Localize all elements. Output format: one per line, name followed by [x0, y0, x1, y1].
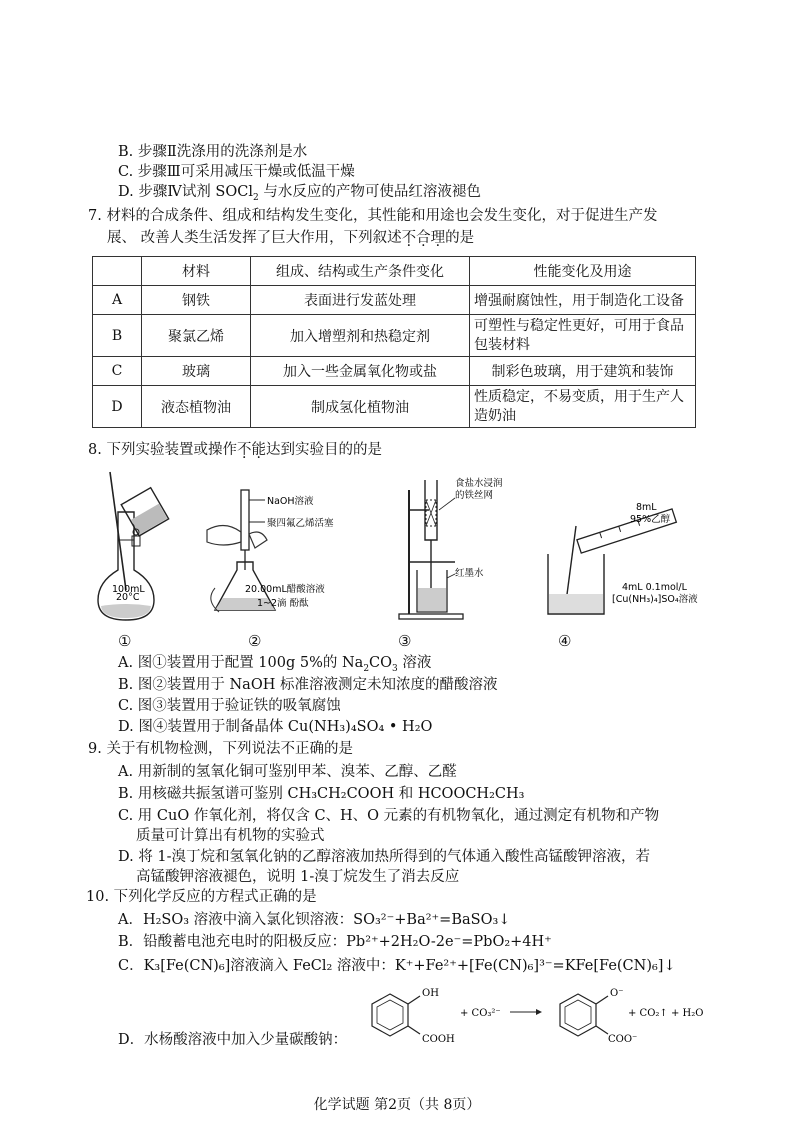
q9-option-d-line1: D. 将 1-溴丁烷和氢氧化钠的乙醇溶液加热所得到的气体通入酸性高锰酸钾溶液，若	[118, 849, 651, 865]
table-header-cell: 材料	[142, 257, 251, 286]
svg-text:100mL: 100mL	[112, 584, 145, 595]
q10-option-c: C．K₃[Fe(CN)₆]溶液滴入 FeCl₂ 溶液中：K⁺+Fe²⁺+[Fe(CN)₆]³⁻=KFe[Fe(CN)₆]↓	[118, 958, 676, 974]
figure-2-titration	[205, 470, 380, 625]
emphasis-char: 理	[430, 230, 446, 246]
svg-text:的铁丝网: 的铁丝网	[455, 490, 494, 501]
row-change: 制成氢化植物油	[251, 386, 470, 428]
q8-option-a: A. 图①装置用于配置 100g 5%的 $Na_2CO_3$ 溶液	[118, 655, 432, 674]
row-label: B	[93, 315, 142, 357]
q9-option-b: B. 用核磁共振氢谱可鉴别 CH₃CH₂COOH 和 HCOOCH₂CH₃	[118, 786, 525, 802]
table-row	[93, 386, 696, 428]
row-change: 加入一些金属氧化物或盐	[251, 357, 470, 386]
q8-stem: 8. 下列实验装置或操作不能达到实验目的的是	[88, 442, 382, 458]
row-use: 制彩色玻璃，用于建筑和装饰	[470, 357, 696, 386]
figure-number-1: ①	[118, 632, 132, 650]
row-label: A	[93, 286, 142, 315]
table-row	[93, 357, 696, 386]
svg-text:+ CO₂↑ + H₂O: + CO₂↑ + H₂O	[628, 1008, 704, 1019]
emphasis-text	[237, 442, 266, 458]
table-row	[93, 286, 696, 315]
q10-option-a: A．H₂SO₃ 溶液中滴入氯化钡溶液：SO₃²⁻+Ba²⁺=BaSO₃↓	[118, 912, 511, 928]
svg-text:COO⁻: COO⁻	[608, 1034, 638, 1045]
table-header-cell	[93, 257, 142, 286]
q7-stem-line1: 7. 材料的合成条件、组成和结构发生变化，其性能和用途也会发生变化，对于促进生产发	[88, 208, 658, 224]
row-label: D	[93, 386, 142, 428]
figure-1-volumetric-flask	[92, 470, 182, 625]
svg-text:+ CO₃²⁻: + CO₃²⁻	[460, 1008, 501, 1019]
q9-option-c-line2: 质量可计算出有机物的实验式	[136, 828, 325, 844]
row-label: C	[93, 357, 142, 386]
svg-text:20.00mL醋酸溶液: 20.00mL醋酸溶液	[245, 584, 325, 595]
table-header-row	[93, 257, 696, 286]
q6-option-b: B. 步骤Ⅱ洗涤用的洗涤剂是水	[118, 144, 308, 160]
svg-text:聚四氟乙烯活塞: 聚四氟乙烯活塞	[267, 518, 334, 529]
q10-option-b: B．铅酸蓄电池充电时的阳极反应：Pb²⁺+2H₂O-2e⁻=PbO₂+4H⁺	[118, 934, 552, 950]
q7-stem-line2: 展、 改善人类生活发挥了巨大作用，下列叙述不合理的是	[107, 230, 475, 246]
materials-table	[92, 256, 696, 428]
q6-option-c: C. 步骤Ⅲ可采用减压干燥或低温干燥	[118, 164, 355, 180]
q8-option-b: B. 图②装置用于 NaOH 标准溶液测定未知浓度的醋酸溶液	[118, 677, 498, 693]
svg-text:O⁻: O⁻	[610, 988, 624, 999]
table-header-cell: 性能变化及用途	[470, 257, 696, 286]
svg-text:COOH: COOH	[422, 1034, 455, 1045]
q9-option-d-line2: 高锰酸钾溶液褪色，说明 1-溴丁烷发生了消去反应	[136, 869, 460, 885]
figure-number-2: ②	[248, 632, 262, 650]
table-row	[93, 315, 696, 357]
figure-number-3: ③	[398, 632, 412, 650]
svg-text:[Cu(NH₃)₄]SO₄溶液: [Cu(NH₃)₄]SO₄溶液	[612, 594, 698, 605]
svg-text:20°C: 20°C	[116, 592, 140, 603]
emphasis-char: 能	[251, 442, 266, 458]
table-header-cell: 组成、结构或生产条件变化	[251, 257, 470, 286]
q8-option-c: C. 图③装置用于验证铁的吸氧腐蚀	[118, 698, 341, 714]
svg-text:NaOH溶液: NaOH溶液	[267, 496, 314, 507]
row-material: 钢铁	[142, 286, 251, 315]
svg-text:OH: OH	[422, 988, 439, 999]
q9-stem: 9. 关于有机物检测，下列说法不正确的是	[88, 741, 353, 757]
q6-option-d: D. 步骤Ⅳ试剂 SOCl$_2$ 与水反应的产物可使品红溶液褪色	[118, 184, 481, 203]
q9-option-a: A. 用新制的氢氧化铜可鉴别甲苯、溴苯、乙醇、乙醛	[118, 764, 457, 780]
row-use: 可塑性与稳定性更好，可用于食品包装材料	[470, 315, 696, 357]
row-material: 液态植物油	[142, 386, 251, 428]
svg-text:4mL 0.1mol/L: 4mL 0.1mol/L	[622, 582, 687, 593]
row-change: 加入增塑剂和热稳定剂	[251, 315, 470, 357]
figure-3-corrosion-setup	[395, 470, 535, 625]
svg-text:1~2滴 酚酞: 1~2滴 酚酞	[257, 598, 309, 609]
q8-option-d: D. 图④装置用于制备晶体 Cu(NH₃)₄SO₄ • H₂O	[118, 719, 433, 735]
page-footer: 化学试题 第2页（共 8页）	[313, 1097, 481, 1113]
q10-option-d: D．水杨酸溶液中加入少量碳酸钠：	[118, 1032, 348, 1048]
row-material: 玻璃	[142, 357, 251, 386]
svg-text:红墨水: 红墨水	[455, 568, 484, 579]
emphasis-text	[402, 230, 446, 246]
row-material: 聚氯乙烯	[142, 315, 251, 357]
row-use: 增强耐腐蚀性，用于制造化工设备	[470, 286, 696, 315]
emphasis-char: 不	[401, 230, 417, 246]
figure-4-crystallization	[540, 470, 710, 625]
q9-option-c-line1: C. 用 CuO 作氧化剂，将仅含 C、H、O 元素的有机物氧化，通过测定有机物和产物	[118, 808, 660, 824]
svg-text:95%乙醇: 95%乙醇	[630, 514, 671, 525]
emphasis-char: 不	[236, 442, 252, 458]
row-use: 性质稳定，不易变质，用于生产人造奶油	[470, 386, 696, 428]
q10-stem: 10. 下列化学反应的方程式正确的是	[86, 889, 317, 905]
salicylic-acid-reaction	[360, 976, 720, 1056]
row-change: 表面进行发蓝处理	[251, 286, 470, 315]
figure-number-4: ④	[558, 632, 572, 650]
emphasis-char: 合	[416, 230, 431, 246]
svg-text:8mL: 8mL	[636, 502, 657, 513]
svg-text:食盐水浸润: 食盐水浸润	[455, 478, 503, 489]
